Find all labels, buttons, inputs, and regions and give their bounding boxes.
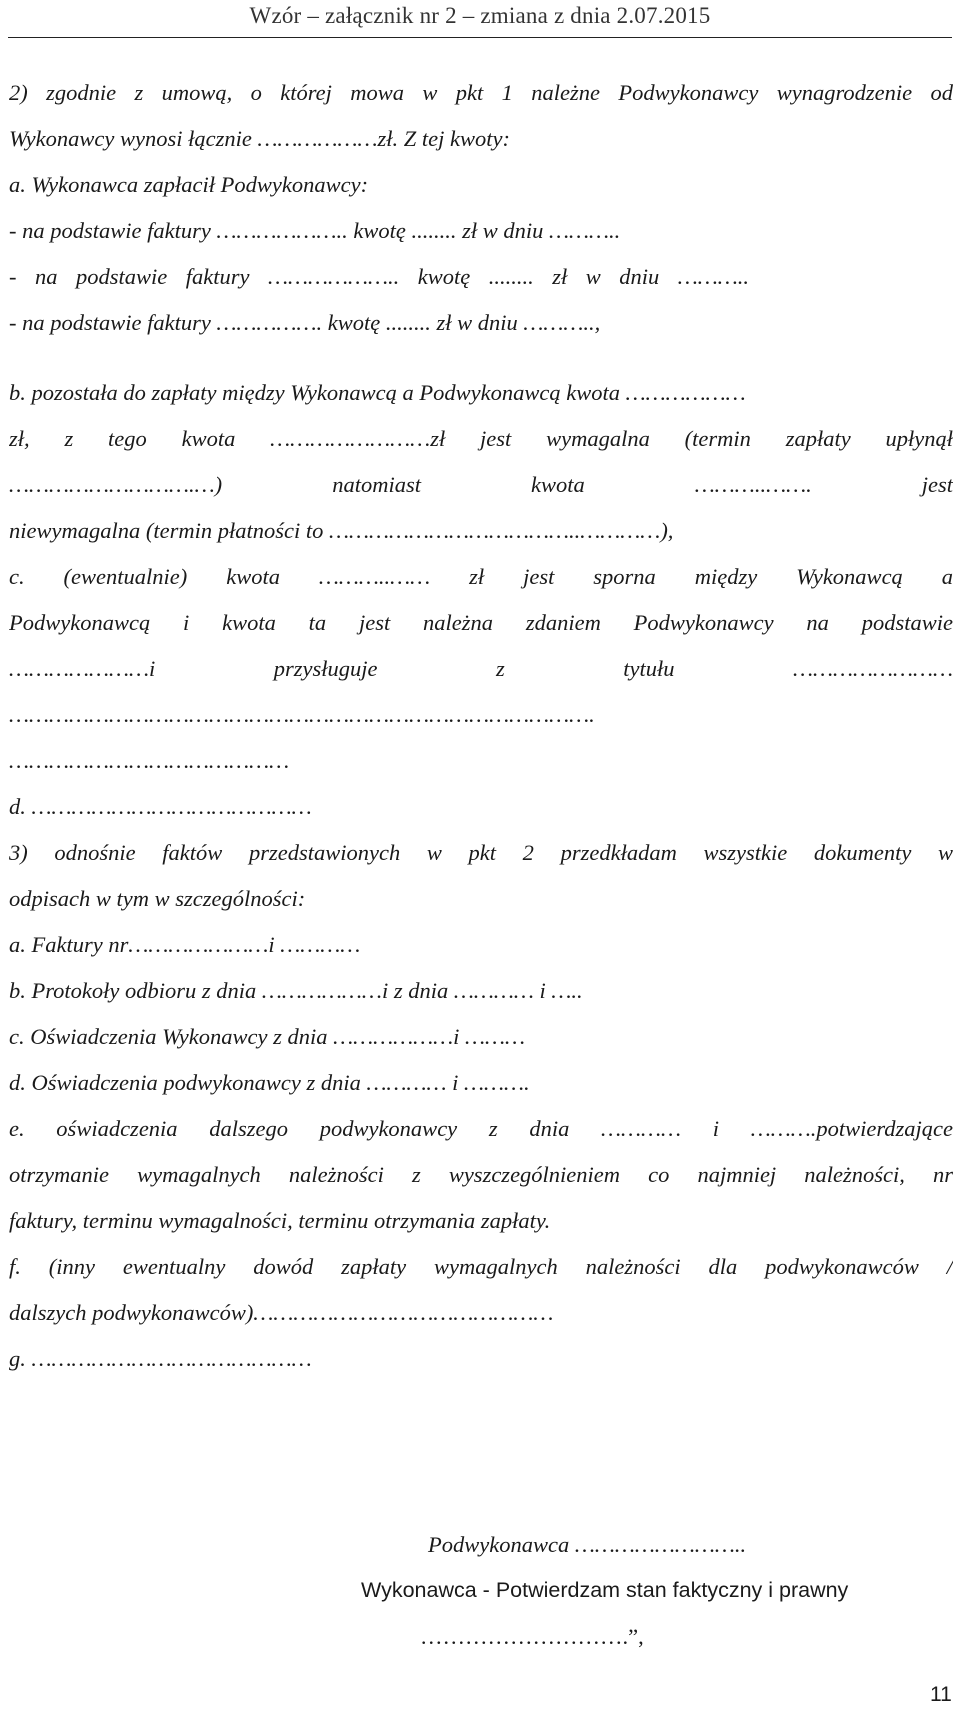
text-line: d. Oświadczenia podwykonawcy z dnia ………… i ……….: [9, 1070, 530, 1095]
text-line: c. Oświadczenia Wykonawcy z dnia ………………i ………: [9, 1024, 526, 1049]
text-line: otrzymanie wymagalnych należności z wyszczególnieniem co najmniej należności, nr: [9, 1162, 953, 1187]
text-line: a. Faktury nr…………………i …………: [9, 932, 361, 957]
text-line: c. (ewentualnie) kwota ………..…… zł jest sporna między Wykonawcą a: [9, 564, 953, 589]
text-line: Podwykonawcą i kwota ta jest należna zdaniem Podwykonawcy na podstawie: [9, 610, 953, 635]
text-line: …………………………………………………………………………….: [9, 702, 595, 727]
text-line: Wykonawcy wynosi łącznie ………………zł. Z tej kwoty:: [9, 126, 511, 151]
text-line: faktury, terminu wymagalności, terminu otrzymania zapłaty.: [9, 1208, 551, 1233]
text-line: …………………i przysługuje z tytułu ……………………: [9, 656, 953, 681]
text-line: zł, z tego kwota ……………………zł jest wymagalna (termin zapłaty upłynął: [9, 426, 953, 451]
page-header: Wzór – załącznik nr 2 – zmiana z dnia 2.07.2015: [249, 3, 711, 28]
text-line: ……………………….…) natomiast kwota ………..……. jest: [9, 472, 953, 497]
signature-podwykonawca: Podwykonawca ……………………..: [428, 1532, 747, 1557]
text-line: ……………………………………: [9, 748, 290, 773]
text-line: e. oświadczenia dalszego podwykonawcy z dnia ………… i ……….potwierdzające: [9, 1116, 953, 1141]
text-line: b. pozostała do zapłaty między Wykonawcą a Podwykonawcą kwota ………………: [9, 380, 746, 405]
text-line: f. (inny ewentualny dowód zapłaty wymagalnych należności dla podwykonawców /: [9, 1254, 953, 1279]
text-line: - na podstawie faktury ……………….. kwotę ........ zł w dniu ………..: [9, 218, 621, 243]
header-rule: [8, 37, 952, 38]
text-line: g. ……………………………………: [9, 1346, 312, 1371]
text-line: d. ……………………………………: [9, 794, 312, 819]
text-line: a. Wykonawca zapłacił Podwykonawcy:: [9, 172, 369, 197]
text-line: niewymagalna (termin płatności to ………………………………..…………),: [9, 518, 674, 543]
text-line: - na podstawie faktury ……………….. kwotę ........ zł w dniu ………..: [9, 264, 749, 289]
text-line: b. Protokoły odbioru z dnia ………………i z dnia ………… i …..: [9, 978, 583, 1003]
text-line: 3) odnośnie faktów przedstawionych w pkt 2 przedkładam wszystkie dokumenty w: [9, 840, 953, 865]
document-body: [9, 70, 953, 1382]
text-line: dalszych podwykonawców)………………………………………: [9, 1300, 554, 1325]
page-number: 11: [930, 1683, 952, 1706]
spacer: [9, 346, 953, 370]
signature-blank: ……………………….”,: [420, 1624, 644, 1649]
text-line: 2) zgodnie z umową, o której mowa w pkt 1 należne Podwykonawcy wynagrodzenie od: [9, 80, 953, 105]
signature-wykonawca: Wykonawca - Potwierdzam stan faktyczny i prawny: [361, 1578, 849, 1602]
text-line: - na podstawie faktury ……………. kwotę ........ zł w dniu ………..,: [9, 310, 601, 335]
text-line: odpisach w tym w szczególności:: [9, 886, 306, 911]
